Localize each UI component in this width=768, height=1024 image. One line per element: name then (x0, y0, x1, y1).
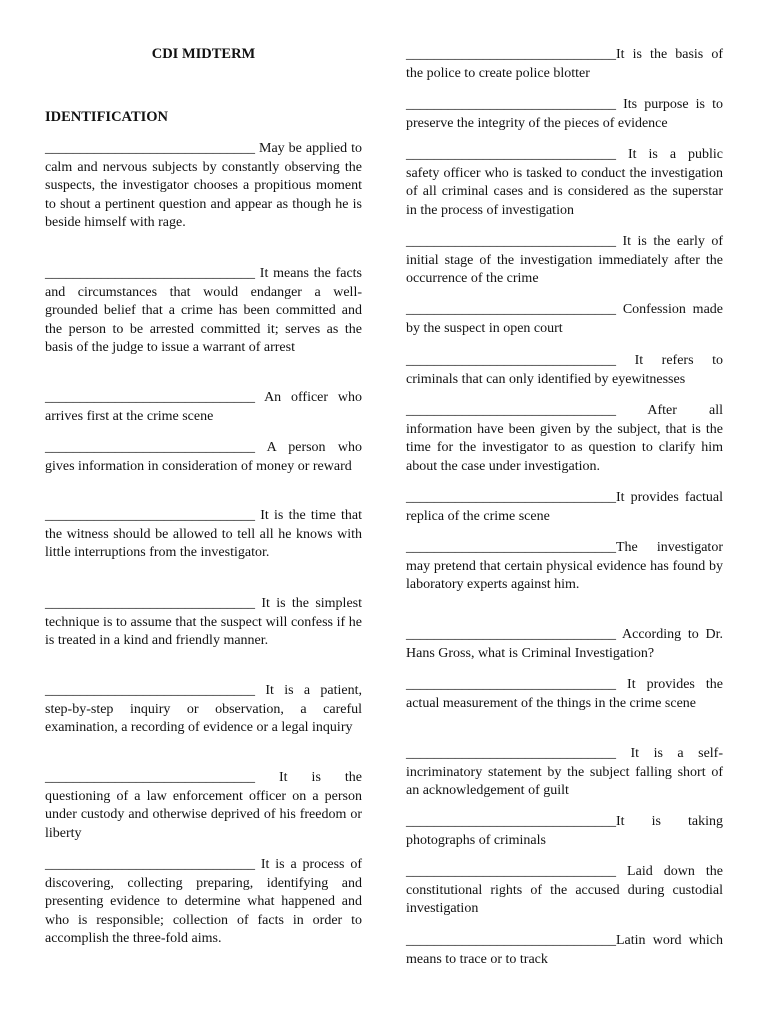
question-text: Confession made by the suspect in open court (406, 302, 723, 336)
answer-blank: ______________________________ (406, 933, 616, 948)
answer-blank: ______________________________ (406, 490, 616, 505)
question-text: It is the basis of the police to create police blotter (406, 47, 723, 81)
question-item (45, 769, 362, 843)
answer-blank: ______________________________ (406, 864, 616, 879)
document-title: CDI MIDTERM (151, 46, 256, 62)
question-text: It means the facts and circumstances that would endanger a well- grounded belief that a crime has been committed and the person to be arrested committed it; serves as the basis of the judge to issue a warrant of arrest (45, 266, 363, 356)
question-item (45, 682, 362, 738)
question-text: Its purpose is to preserve the integrity of the pieces of evidence (406, 97, 723, 131)
section-heading: IDENTIFICATION (45, 109, 169, 125)
question-text: After all information have been given by the subject, that is the time for the investigator to as question to clarify him about the case under investigation. (406, 403, 724, 474)
answer-blank: ______________________________ (406, 814, 616, 829)
answer-blank: ______________________________ (406, 403, 616, 418)
question-text: A person who gives information in consideration of money or reward (45, 440, 362, 474)
question-text: May be applied to calm and nervous subjects by constantly observing the suspects, the investigator chooses a propitious moment to shout a pertinent question and appear as though he is beside himself with rage. (45, 141, 362, 231)
question-text: It is taking photographs of criminals (406, 814, 723, 848)
question-text: It is a self-incriminatory statement by the subject falling short of an acknowledgement of guilt (406, 746, 724, 799)
question-item (45, 140, 362, 233)
question-item (406, 352, 723, 389)
answer-blank: ______________________________ (406, 47, 616, 62)
question-text: An officer who arrives first at the crime scene (45, 390, 362, 424)
question-item (406, 489, 723, 526)
question-text: According to Dr. Hans Gross, what is Criminal Investigation? (406, 627, 724, 661)
answer-blank: ______________________________ (406, 677, 616, 692)
answer-blank: ______________________________ (45, 508, 255, 523)
answer-blank: ______________________________ (406, 540, 616, 555)
question-text: It provides factual replica of the crime scene (406, 490, 723, 524)
question-item (406, 233, 723, 289)
question-text: It is a public safety officer who is tasked to conduct the investigation of all criminal cases and is considered as the superstar in the process of investigation (406, 147, 723, 218)
question-text: It is the early of initial stage of the investigation immediately after the occurrence of the crime (406, 234, 724, 287)
question-text: It refers to criminals that can only identified by eyewitnesses (406, 353, 723, 387)
answer-blank: ______________________________ (45, 440, 255, 455)
answer-blank: ______________________________ (45, 770, 255, 785)
answer-blank: ______________________________ (406, 147, 616, 162)
question-text: The investigator may pretend that certain physical evidence has found by laboratory experts against him. (406, 540, 723, 593)
question-item (406, 813, 723, 850)
answer-blank: ______________________________ (45, 390, 255, 405)
answer-blank: ______________________________ (45, 683, 255, 698)
answer-blank: ______________________________ (45, 141, 255, 156)
question-text: It provides the actual measurement of the things in the crime scene (406, 677, 723, 711)
answer-blank: ______________________________ (45, 266, 255, 281)
question-text: Latin word which means to trace or to track (406, 933, 723, 967)
answer-blank: ______________________________ (406, 627, 616, 642)
answer-blank: ______________________________ (406, 97, 616, 112)
question-item (406, 96, 723, 133)
question-item (406, 46, 723, 83)
question-item (406, 539, 723, 595)
question-item (45, 389, 362, 426)
answer-blank: ______________________________ (406, 234, 616, 249)
question-text: It is the simplest technique is to assume that the suspect will confess if he is treated in a kind and friendly manner. (45, 596, 363, 649)
question-text: It is a process of discovering, collecting preparing, identifying and presenting evidence to determine what happened and who is responsible; collection of facts in order to accomplish the three-fold aims. (45, 857, 362, 947)
question-item (406, 402, 723, 476)
question-item (406, 932, 723, 969)
question-item (45, 439, 362, 476)
question-item (45, 595, 362, 651)
answer-blank: ______________________________ (45, 596, 255, 611)
question-item (406, 626, 723, 663)
question-item (406, 146, 723, 220)
answer-blank: ______________________________ (45, 857, 255, 872)
question-item (45, 265, 362, 358)
question-item (45, 856, 362, 949)
answer-blank: ______________________________ (406, 302, 616, 317)
question-item (406, 863, 723, 919)
question-text: It is the questioning of a law enforcement officer on a person under custody and otherwise deprived of his freedom or liberty (45, 770, 362, 841)
answer-blank: ______________________________ (406, 353, 616, 368)
question-item (406, 676, 723, 713)
question-text: Laid down the constitutional rights of the accused during custodial investigation (406, 864, 723, 917)
question-text: It is the time that the witness should be allowed to tell all he knows with little interruptions from the investigator. (45, 508, 363, 561)
question-item (406, 301, 723, 338)
question-item (406, 745, 723, 801)
question-item (45, 507, 362, 563)
answer-blank: ______________________________ (406, 746, 616, 761)
question-text: It is a patient, step-by-step inquiry or observation, a careful examination, a recording of evidence or a legal inquiry (45, 683, 363, 736)
